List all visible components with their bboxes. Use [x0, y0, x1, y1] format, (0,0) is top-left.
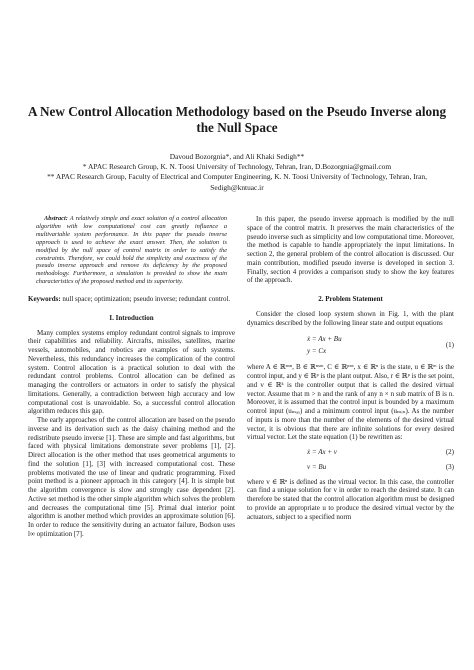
keywords-label: Keywords:: [28, 295, 61, 304]
abstract-text: A relatively simple and exact solution of a control allocation algorithm with low computational cost can greatly influence a multivariable system performance. In this paper the pseudo inverse approach is used to achieve the exact answer. Then, the solution is modified by the null space of control matrix in order to satisfy the constraints. Therefore, we could hold the simplicity and exactness of the pseudo inverse approach and remove its deficiency by the proposed methodology. Furthermore, a simulation is provided to show the main characteristics of the proposed method and its superiority.: [36, 215, 227, 286]
affiliation-2: ** APAC Research Group, Faculty of Electrical and Computer Engineering, K. N. Toosi University of Technology, Tehran, Iran, Sedigh@kntuac.ir: [47, 172, 427, 192]
equation-1: [247, 333, 454, 357]
right-paragraph-3: where A ∈ ℝⁿˣⁿ, B ∈ ℝⁿˣᵐ, C ∈ ℝᵖˣⁿ, x ∈ ℝⁿ is the state, u ∈ ℝᵐ is the control input, and y ∈ ℝᵖ is the plant output. Also, r ∈ ℝᵖ is the set point, and v ∈ ℝᵏ is the controller output that is called the desired virtual vector. Assume that m > n and the rank of any n × n sub matrix of B is n. Moreover, it is assumed that the control input is bounded by a maximum control input (uₘₐₓ) and a minimum control input (uₘᵢₙ). As the number of inputs is more than the number of the elements of the desired virtual vector, it is obvious that there are infinite solutions for every desired virtual vector. Let the state equation (1) be rewritten as:: [247, 363, 454, 442]
right-paragraph-1: In this paper, the pseudo inverse approach is modified by the null space of the control matrix. It preserves the main characteristics of the pseudo inverse such as simplicity and low computational time. Moreover, the method is capable to handle appropriately the input limitations. In section 2, the general problem of the control allocation is discussed. Our main contribution, modified pseudo inverse is developed in section 3. Finally, section 4 provides a comparison study to show the key features of the approach.: [247, 215, 454, 285]
right-paragraph-4: where v ∈ ℝⁿ is defined as the virtual vector. In this case, the controller can find a unique solution for v in order to reach the desired state. It can therefore be stated that the control allocation algorithm must be designed to provide an appropriate u to produce the desired virtual vector by the actuators, subject to a specified norm: [247, 477, 454, 521]
equation-1-number: (1): [445, 340, 454, 349]
keywords-text: null space; optimization; pseudo inverse; redundant control.: [62, 295, 231, 304]
equation-3-body: v = Bu: [307, 462, 327, 471]
section-heading-problem-statement: 2. Problem Statement: [318, 295, 383, 303]
section-heading-introduction: I. Introduction: [109, 313, 154, 322]
intro-paragraph-2: The early approaches of the control allocation are based on the pseudo inverse and its derivation such as the daisy chaining method and the redistribute pseudo inverse [1]. These are simple and fast algorithms, but faced with physical limitations demonstrate sever problems [1], [2]. Direct allocation is the other method that uses geometrical arguments to find the solution [1], [3] with increased computational cost. These problems motivated the use of linear and qudratic programming. Fixed point method is a pioneer approach in this category [4]. It is simple but the algorithm convergence is slow and strongly case dependent [2]. Active set method is the other simple algorithm which solves the problem and decreases the computational time [5]. Primal dual interior point algorithm is another method which provides an approximate solution [6]. In order to reduce the sensitivity during an actuator failure, Bodson uses l∞ optimization [7].: [28, 416, 235, 538]
abstract-label: Abstract:: [44, 215, 68, 222]
paper-title: A New Control Allocation Methodology based on the Pseudo Inverse along the Null Space: [27, 104, 447, 135]
equation-2-number: (2): [445, 448, 454, 456]
intro-paragraph-1: Many complex systems employ redundant control signals to improve their capabilities and reliability. Aircrafts, missiles, satellites, marine vessels, automobiles, and robotics are examples of such systems. Nevertheless, this redundancy increases the complication of the control system. Control allocation is a practical solution to deal with the redundant control problems. Control allocation can be defined as managing the controllers or actuators in order to satisfy the physical limitations. Generally, a contradiction between high accuracy and low computational cost is unavoidable. So, a successful control allocation algorithm reduces this gap.: [28, 328, 235, 416]
author-names: Davoud Bozorgnia*, and Ali Khaki Sedigh**: [169, 152, 305, 161]
equation-2-body: ẋ = Ax + v: [307, 448, 337, 456]
equation-3-number: (3): [445, 462, 454, 471]
equation-1-line-2: y = Cx: [307, 347, 327, 356]
equation-1-line-1: ẋ = Ax + Bu: [307, 335, 342, 344]
author-block: [30, 152, 444, 193]
keywords: [28, 295, 235, 304]
equation-3: [247, 463, 454, 472]
abstract: [36, 215, 227, 286]
right-paragraph-2: Consider the closed loop system shown in Fig. 1, with the plant dynamics described by the following linear state and output equations: [247, 309, 454, 327]
affiliation-1: * APAC Research Group, K. N. Toosi University of Technology, Tehran, Iran, D.Bozorgnia@gmail.com: [82, 162, 392, 172]
equation-2: [247, 448, 454, 457]
right-column: [247, 215, 454, 521]
left-column: [28, 215, 235, 539]
